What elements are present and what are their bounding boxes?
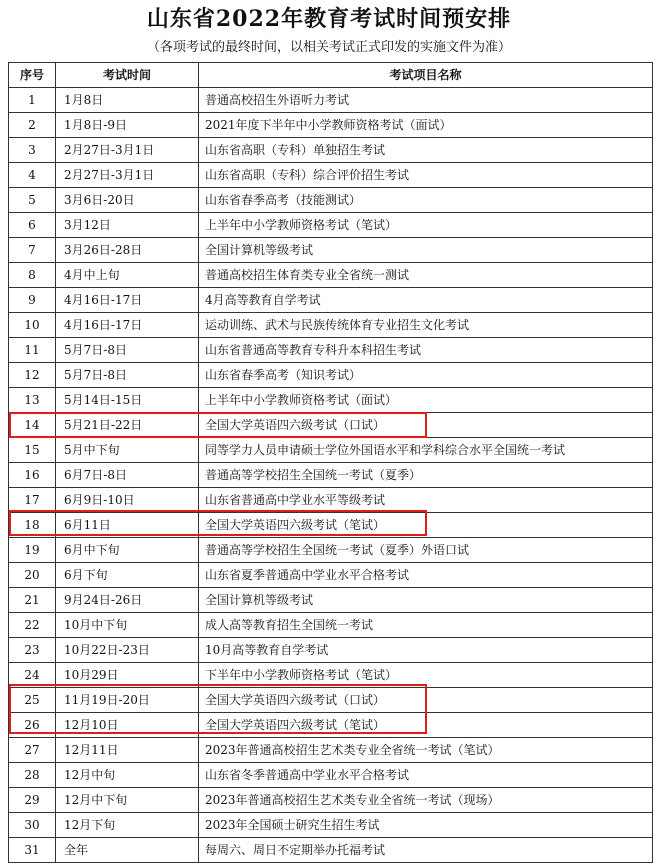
row-exam-time: 10月29日 [56, 663, 199, 688]
row-exam-time: 10月中下旬 [56, 613, 199, 638]
row-exam-time: 3月6日-20日 [56, 188, 199, 213]
row-index: 6 [9, 213, 56, 238]
row-exam-name: 每周六、周日不定期举办托福考试 [199, 838, 653, 863]
row-exam-time: 1月8日-9日 [56, 113, 199, 138]
row-exam-name: 2023年普通高校招生艺术类专业全省统一考试（笔试） [199, 738, 653, 763]
row-exam-name: 2023年全国硕士研究生招生考试 [199, 813, 653, 838]
row-exam-time: 6月下旬 [56, 563, 199, 588]
row-index: 2 [9, 113, 56, 138]
table-row [9, 238, 653, 263]
row-index: 26 [9, 713, 56, 738]
table-body [9, 88, 653, 863]
row-index: 19 [9, 538, 56, 563]
row-index: 18 [9, 513, 56, 538]
table-row [9, 838, 653, 863]
row-exam-name: 山东省普通高中学业水平等级考试 [199, 488, 653, 513]
row-exam-name: 山东省普通高等教育专科升本科招生考试 [199, 338, 653, 363]
row-index: 9 [9, 288, 56, 313]
table-row [9, 388, 653, 413]
row-exam-name: 普通高等学校招生全国统一考试（夏季） [199, 463, 653, 488]
row-index: 8 [9, 263, 56, 288]
row-exam-name: 普通高校招生外语听力考试 [199, 88, 653, 113]
table-row [9, 688, 653, 713]
row-exam-name: 同等学力人员申请硕士学位外国语水平和学科综合水平全国统一考试 [199, 438, 653, 463]
row-exam-name: 成人高等教育招生全国统一考试 [199, 613, 653, 638]
row-index: 12 [9, 363, 56, 388]
table-header-row [9, 63, 653, 88]
page-title: 山东省2022年教育考试时间预安排 [146, 6, 512, 32]
row-exam-time: 6月中下旬 [56, 538, 199, 563]
table-row [9, 88, 653, 113]
row-exam-time: 5月14日-15日 [56, 388, 199, 413]
table-row [9, 513, 653, 538]
row-index: 17 [9, 488, 56, 513]
row-index: 23 [9, 638, 56, 663]
row-exam-name: 运动训练、武术与民族传统体育专业招生文化考试 [199, 313, 653, 338]
header-exam-time: 考试时间 [56, 63, 199, 88]
table-row [9, 413, 653, 438]
row-exam-time: 1月8日 [56, 88, 199, 113]
row-exam-time: 12月11日 [56, 738, 199, 763]
row-exam-name: 下半年中小学教师资格考试（笔试） [199, 663, 653, 688]
row-index: 4 [9, 163, 56, 188]
row-exam-time: 5月7日-8日 [56, 363, 199, 388]
row-exam-time: 12月中旬 [56, 763, 199, 788]
row-index: 1 [9, 88, 56, 113]
row-exam-name: 山东省春季高考（技能测试） [199, 188, 653, 213]
row-exam-name: 山东省夏季普通高中学业水平合格考试 [199, 563, 653, 588]
header-exam-name: 考试项目名称 [199, 63, 653, 88]
row-exam-name: 全国大学英语四六级考试（口试） [199, 413, 653, 438]
row-exam-name: 山东省高职（专科）单独招生考试 [199, 138, 653, 163]
row-exam-time: 6月9日-10日 [56, 488, 199, 513]
row-index: 20 [9, 563, 56, 588]
row-index: 22 [9, 613, 56, 638]
table-row [9, 338, 653, 363]
row-exam-time: 12月10日 [56, 713, 199, 738]
row-index: 30 [9, 813, 56, 838]
table-row [9, 563, 653, 588]
row-index: 28 [9, 763, 56, 788]
table-row [9, 813, 653, 838]
row-index: 15 [9, 438, 56, 463]
row-exam-time: 5月中下旬 [56, 438, 199, 463]
row-exam-time: 6月11日 [56, 513, 199, 538]
table-row [9, 438, 653, 463]
table-row [9, 713, 653, 738]
row-exam-time: 4月16日-17日 [56, 288, 199, 313]
table-row [9, 363, 653, 388]
table-row [9, 213, 653, 238]
row-exam-name: 4月高等教育自学考试 [199, 288, 653, 313]
row-index: 16 [9, 463, 56, 488]
row-index: 7 [9, 238, 56, 263]
row-index: 10 [9, 313, 56, 338]
table-row [9, 638, 653, 663]
row-exam-name: 10月高等教育自学考试 [199, 638, 653, 663]
row-exam-name: 全国大学英语四六级考试（口试） [199, 688, 653, 713]
row-exam-name: 全国大学英语四六级考试（笔试） [199, 513, 653, 538]
header-index: 序号 [9, 63, 56, 88]
row-exam-name: 山东省春季高考（知识考试） [199, 363, 653, 388]
row-index: 31 [9, 838, 56, 863]
row-exam-time: 12月下旬 [56, 813, 199, 838]
table-row [9, 163, 653, 188]
row-exam-name: 上半年中小学教师资格考试（笔试） [199, 213, 653, 238]
row-exam-name: 全国大学英语四六级考试（笔试） [199, 713, 653, 738]
row-index: 27 [9, 738, 56, 763]
table-row [9, 113, 653, 138]
row-exam-time: 3月26日-28日 [56, 238, 199, 263]
row-index: 24 [9, 663, 56, 688]
table-row [9, 538, 653, 563]
row-exam-time: 4月中上旬 [56, 263, 199, 288]
row-exam-name: 山东省冬季普通高中学业水平合格考试 [199, 763, 653, 788]
page-subtitle: （各项考试的最终时间，以相关考试正式印发的实施文件为准） [146, 40, 511, 55]
row-exam-time: 4月16日-17日 [56, 313, 199, 338]
table-row [9, 663, 653, 688]
row-exam-time: 12月中下旬 [56, 788, 199, 813]
row-exam-time: 6月7日-8日 [56, 463, 199, 488]
row-exam-time: 全年 [56, 838, 199, 863]
row-index: 3 [9, 138, 56, 163]
table-row [9, 738, 653, 763]
table-row [9, 788, 653, 813]
table-row [9, 313, 653, 338]
table-row [9, 613, 653, 638]
row-exam-time: 3月12日 [56, 213, 199, 238]
row-exam-time: 11月19日-20日 [56, 688, 199, 713]
row-exam-time: 9月24日-26日 [56, 588, 199, 613]
table-row [9, 188, 653, 213]
table-row [9, 263, 653, 288]
row-index: 13 [9, 388, 56, 413]
table-row [9, 763, 653, 788]
table-row [9, 488, 653, 513]
row-index: 21 [9, 588, 56, 613]
table-row [9, 138, 653, 163]
row-exam-name: 普通高等学校招生全国统一考试（夏季）外语口试 [199, 538, 653, 563]
row-exam-time: 5月21日-22日 [56, 413, 199, 438]
row-exam-time: 5月7日-8日 [56, 338, 199, 363]
row-exam-name: 2023年普通高校招生艺术类专业全省统一考试（现场） [199, 788, 653, 813]
row-exam-time: 2月27日-3月1日 [56, 163, 199, 188]
exam-schedule-table [8, 62, 653, 863]
row-index: 14 [9, 413, 56, 438]
table-row [9, 288, 653, 313]
table-row [9, 588, 653, 613]
row-exam-name: 全国计算机等级考试 [199, 588, 653, 613]
row-exam-name: 全国计算机等级考试 [199, 238, 653, 263]
row-exam-name: 普通高校招生体育类专业全省统一测试 [199, 263, 653, 288]
row-exam-name: 山东省高职（专科）综合评价招生考试 [199, 163, 653, 188]
row-index: 29 [9, 788, 56, 813]
row-exam-name: 上半年中小学教师资格考试（面试） [199, 388, 653, 413]
row-exam-time: 2月27日-3月1日 [56, 138, 199, 163]
row-exam-time: 10月22日-23日 [56, 638, 199, 663]
row-index: 11 [9, 338, 56, 363]
row-exam-name: 2021年度下半年中小学教师资格考试（面试） [199, 113, 653, 138]
table-row [9, 463, 653, 488]
row-index: 25 [9, 688, 56, 713]
row-index: 5 [9, 188, 56, 213]
